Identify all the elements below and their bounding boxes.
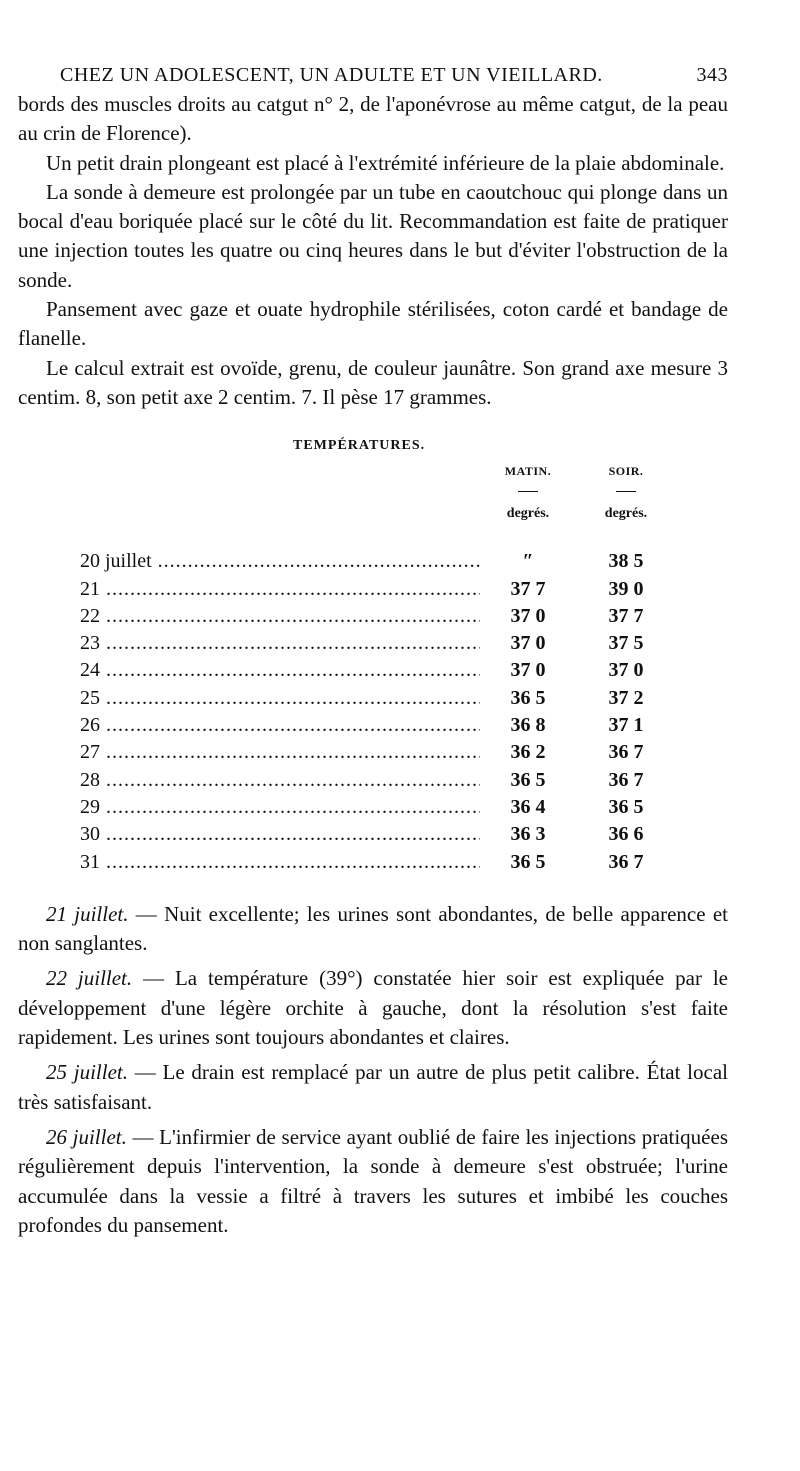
row-date: 26 ..... <box>80 712 480 739</box>
running-title: CHEZ UN ADOLESCENT, UN ADULTE ET UN VIEILLARD. <box>60 64 603 86</box>
column-unit: degrés. <box>604 506 648 522</box>
morning-temperature: 37 7 <box>483 576 573 603</box>
table-row <box>18 576 728 603</box>
column-unit: degrés. <box>506 506 550 522</box>
table-title: TEMPÉRATURES. <box>293 438 426 454</box>
evening-temperature: 36 5 <box>581 794 671 821</box>
dated-note <box>18 1123 728 1240</box>
row-date: 20 juillet ..... <box>80 548 480 575</box>
paragraph: La sonde à demeure est prolongée par un tube en caoutchouc qui plonge dans un bocal d'eau boriquée placé sur le côté du lit. Recommandation est faite de pratiquer une injection toutes les quatre ou cinq heures dans le but d'éviter l'obstruction de la sonde. <box>18 179 728 292</box>
dated-note <box>18 1058 728 1117</box>
row-date: 21 ..... <box>80 576 480 603</box>
morning-temperature: 36 5 <box>483 849 573 876</box>
row-date: 22 ..... <box>80 603 480 630</box>
row-date: 31 ..... <box>80 849 480 876</box>
morning-temperature: 36 5 <box>483 767 573 794</box>
evening-temperature: 39 0 <box>581 576 671 603</box>
table-row <box>18 739 728 766</box>
row-date: 28 ..... <box>80 767 480 794</box>
morning-temperature: 36 4 <box>483 794 573 821</box>
row-date: 29 ..... <box>80 794 480 821</box>
table-row <box>18 603 728 630</box>
paragraph: Le calcul extrait est ovoïde, grenu, de couleur jaunâtre. Son grand axe mesure 3 centim. 8, son petit axe 2 centim. 7. Il pèse 17 grammes. <box>18 355 728 409</box>
page-number: 343 <box>696 64 728 86</box>
evening-temperature: 37 0 <box>581 657 671 684</box>
column-label: SOIR. <box>608 464 644 479</box>
row-date: 23 ..... <box>80 630 480 657</box>
table-row <box>18 548 728 575</box>
evening-temperature: 36 7 <box>581 767 671 794</box>
morning-temperature: 37 0 <box>483 603 573 630</box>
table-row <box>18 794 728 821</box>
table-column-headers <box>18 464 728 548</box>
note-text: — La température (39°) constatée hier soir est expliquée par le développement d'une légère orchite à gauche, dont la résolution s'est faite rapidement. Les urines sont toujours abondantes et claires. <box>18 966 728 1050</box>
table-row <box>18 685 728 712</box>
running-header <box>60 60 728 90</box>
note-text: — Le drain est remplacé par un autre de plus petit calibre. État local très satisfaisant. <box>18 1060 728 1114</box>
evening-temperature: 37 7 <box>581 603 671 630</box>
row-date: 24 ..... <box>80 657 480 684</box>
paragraph: bords des muscles droits au catgut n° 2, de l'aponévrose au même catgut, de la peau au crin de Florence). <box>18 92 728 146</box>
note-date: 22 juillet. <box>46 966 133 991</box>
evening-temperature: 38 5 <box>581 548 671 575</box>
column-header-soir <box>581 464 671 522</box>
table-row <box>18 712 728 739</box>
table-row <box>18 657 728 684</box>
row-date: 27 ..... <box>80 739 480 766</box>
evening-temperature: 37 5 <box>581 630 671 657</box>
column-header-matin <box>483 464 573 522</box>
table-row <box>18 849 728 876</box>
clinical-notes <box>18 900 728 1240</box>
morning-temperature: 36 2 <box>483 739 573 766</box>
table-row <box>18 821 728 848</box>
note-date: 25 juillet. <box>46 1060 128 1085</box>
morning-temperature: 37 0 <box>483 630 573 657</box>
dated-note <box>18 964 728 1052</box>
row-date: 30 ..... <box>80 821 480 848</box>
divider <box>616 491 636 492</box>
evening-temperature: 37 1 <box>581 712 671 739</box>
note-text: — Nuit excellente; les urines sont abondantes, de belle apparence et non sanglantes. <box>18 901 729 956</box>
table-row <box>18 767 728 794</box>
intro-text <box>18 90 728 412</box>
dated-note <box>18 900 728 959</box>
morning-temperature: ″ <box>483 548 573 575</box>
book-page <box>18 60 728 1246</box>
morning-temperature: 37 0 <box>483 657 573 684</box>
paragraph: Un petit drain plongeant est placé à l'extrémité inférieure de la plaie abdominale. <box>46 150 725 175</box>
note-text: — L'infirmier de service ayant oublié de faire les injections pratiquées régulièrement depuis l'intervention, la sonde à demeure s'est obstruée; l'urine accumulée dans la vessie a filtré à travers les sutures et imbibé les couches profondes du pansement. <box>18 1124 728 1237</box>
note-date: 21 juillet. <box>46 901 129 926</box>
evening-temperature: 36 7 <box>581 739 671 766</box>
morning-temperature: 36 5 <box>483 685 573 712</box>
table-row <box>18 630 728 657</box>
divider <box>518 491 538 492</box>
temperature-table <box>18 548 728 876</box>
evening-temperature: 36 7 <box>581 849 671 876</box>
evening-temperature: 36 6 <box>581 821 671 848</box>
paragraph: Pansement avec gaze et ouate hydrophile stérilisées, coton cardé et bandage de flanelle. <box>18 297 728 351</box>
morning-temperature: 36 3 <box>483 821 573 848</box>
row-date: 25 ..... <box>80 685 480 712</box>
note-date: 26 juillet. <box>46 1124 127 1149</box>
morning-temperature: 36 8 <box>483 712 573 739</box>
column-label: MATIN. <box>504 464 552 479</box>
evening-temperature: 37 2 <box>581 685 671 712</box>
